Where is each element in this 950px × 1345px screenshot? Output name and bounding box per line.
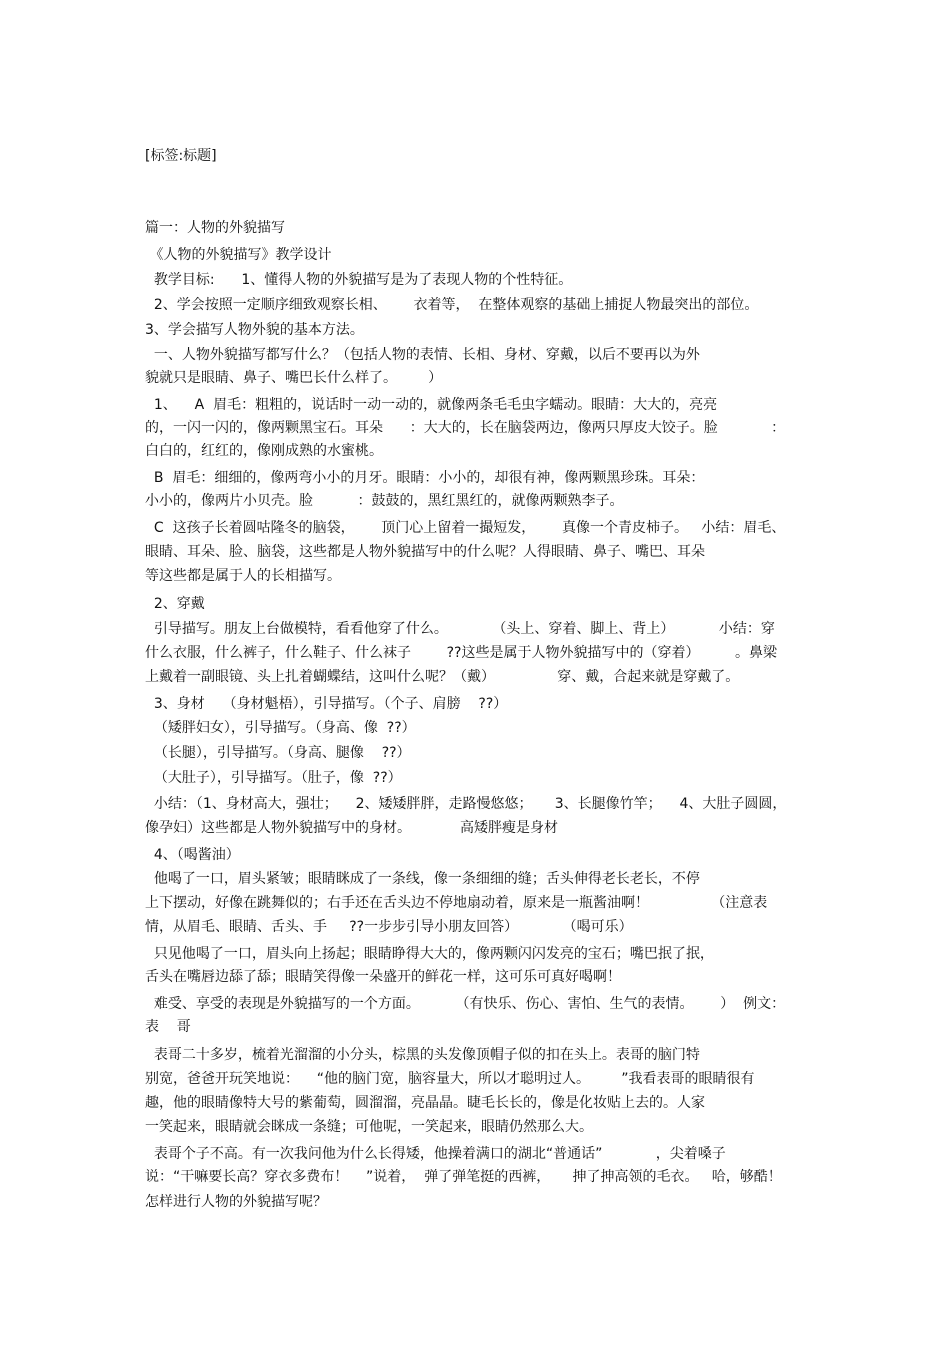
text-line: 表哥二十多岁，梳着光溜溜的小分头，棕黑的头发像顶帽子似的扣在头上。表哥的脑门特 <box>145 1047 700 1063</box>
text-line: 难受、享受的表现是外貌描写的一个方面。 （有快乐、伤心、害怕、生气的表情。 ） 例文： <box>145 996 786 1012</box>
section-heading: 4、（喝酱油） <box>145 847 240 863</box>
text-line: 等这些都是属于人的长相描写。 <box>145 568 341 584</box>
text-line: C 这孩子长着圆咕隆冬的脑袋， 顶门心上留着一撮短发， 真像一个青皮柿子。 小结：眉毛、 <box>145 520 786 536</box>
text-line: 上下摆动，好像在跳舞似的；右手还在舌头边不停地扇动着，原来是一瓶酱油啊！ （注意表 <box>145 895 768 911</box>
text-line: 2、学会按照一定顺序细致观察长相、 衣着等， 在整体观察的基础上捕捉人物最突出的部位。 <box>145 297 759 313</box>
text-line: 像孕妇）这些都是人物外貌描写中的身材。 高矮胖瘦是身材 <box>145 820 558 836</box>
text-line: 别宽，爸爸开玩笑地说： “他的脑门宽，脑容量大，所以才聪明过人。 ”我看表哥的眼睛很有 <box>145 1071 755 1087</box>
text-line: 表哥个子不高。有一次我问他为什么长得矮，他操着满口的湖北“普通话” ，尖着嗓子 <box>145 1146 726 1162</box>
example-title: 表 哥 <box>145 1019 191 1035</box>
text-line: 上戴着一副眼镜、头上扎着蝴蝶结，这叫什么呢？（戴） 穿、戴，合起来就是穿戴了。 <box>145 669 740 685</box>
text-line: 他喝了一口，眉头紧皱；眼睛眯成了一条线，像一条细细的缝；舌头伸得老长老长，不停 <box>145 871 700 887</box>
text-line: 的，一闪一闪的，像两颗黑宝石。耳朵 ：大大的，长在脑袋两边，像两只厚皮大饺子。脸 ： <box>145 420 786 436</box>
text-line: 3、学会描写人物外貌的基本方法。 <box>145 322 364 338</box>
text-line: （矮胖妇女），引导描写。（身高、像 ??） <box>145 720 416 736</box>
section-title: 篇一：人物的外貌描写 <box>145 220 285 236</box>
text-line: B 眉毛：细细的，像两弯小小的月牙。眼睛：小小的，却很有神，像两颗黑珍珠。耳朵： <box>145 470 705 486</box>
text-line: 教学目标: 1、懂得人物的外貌描写是为了表现人物的个性特征。 <box>145 272 573 288</box>
text-line: 1、 A 眉毛：粗粗的，说话时一动一动的，就像两条毛毛虫字蠕动。眼睛：大大的，亮亮 <box>145 397 718 413</box>
text-line: （大肚子），引导描写。（肚子，像 ??） <box>145 770 402 786</box>
text-line: 引导描写。朋友上台做模特，看看他穿了什么。 （头上、穿着、脚上、背上） 小结：穿 <box>145 621 775 637</box>
text-line: 小结：（1、身材高大，强壮； 2、矮矮胖胖，走路慢悠悠； 3、长腿像竹竿； 4、大肚子圆圆， <box>145 796 787 812</box>
text-line: 什么衣服，什么裤子，什么鞋子、什么袜子 ??这些是属于人物外貌描写中的（穿着） 。鼻梁 <box>145 645 778 661</box>
text-line: 舌头在嘴唇边舔了舔；眼睛笑得像一朵盛开的鲜花一样，这可乐可真好喝啊！ <box>145 969 621 985</box>
text-line: （长腿），引导描写。（身高、腿像 ??） <box>145 745 411 761</box>
text-line: 说：“干嘛要长高？穿衣多费布！ ”说着， 弹了弹笔挺的西裤， 抻了抻高领的毛衣。 哈，够酷！ <box>145 1169 782 1185</box>
section-heading: 2、穿戴 <box>145 596 205 612</box>
text-line: 3、身材 （身材魁梧），引导描写。（个子、肩膀 ??） <box>145 696 508 712</box>
text-line: 眼睛、耳朵、脸、脑袋，这些都是人物外貌描写中的什么呢？人得眼睛、鼻子、嘴巴、耳朵 <box>145 544 705 560</box>
text-line: 白白的，红红的，像刚成熟的水蜜桃。 <box>145 443 383 459</box>
document-title: 《人物的外貌描写》教学设计 <box>145 247 332 263</box>
text-line: 小小的，像两片小贝壳。脸 ：鼓鼓的，黑红黑红的，就像两颗熟李子。 <box>145 493 624 509</box>
text-line: 一笑起来，眼睛就会眯成一条缝；可他呢，一笑起来，眼睛仍然那么大。 <box>145 1119 593 1135</box>
text-line: 貌就只是眼睛、鼻子、嘴巴长什么样了。 ） <box>145 370 443 386</box>
text-line: 趣，他的眼睛像特大号的紫葡萄，圆溜溜，亮晶晶。睫毛长长的，像是化妆贴上去的。人家 <box>145 1095 705 1111</box>
document-tag: [标签:标题] <box>145 148 217 164</box>
text-line: 情，从眉毛、眼睛、舌头、手 ??一步步引导小朋友回答） （喝可乐） <box>145 919 633 935</box>
text-line: 只见他喝了一口，眉头向上扬起；眼睛睁得大大的，像两颗闪闪发亮的宝石；嘴巴抿了抿， <box>145 946 714 962</box>
text-line: 怎样进行人物的外貌描写呢？ <box>145 1194 327 1210</box>
text-line: 一、人物外貌描写都写什么？（包括人物的表情、长相、身材、穿戴，以后不要再以为外 <box>145 347 700 363</box>
